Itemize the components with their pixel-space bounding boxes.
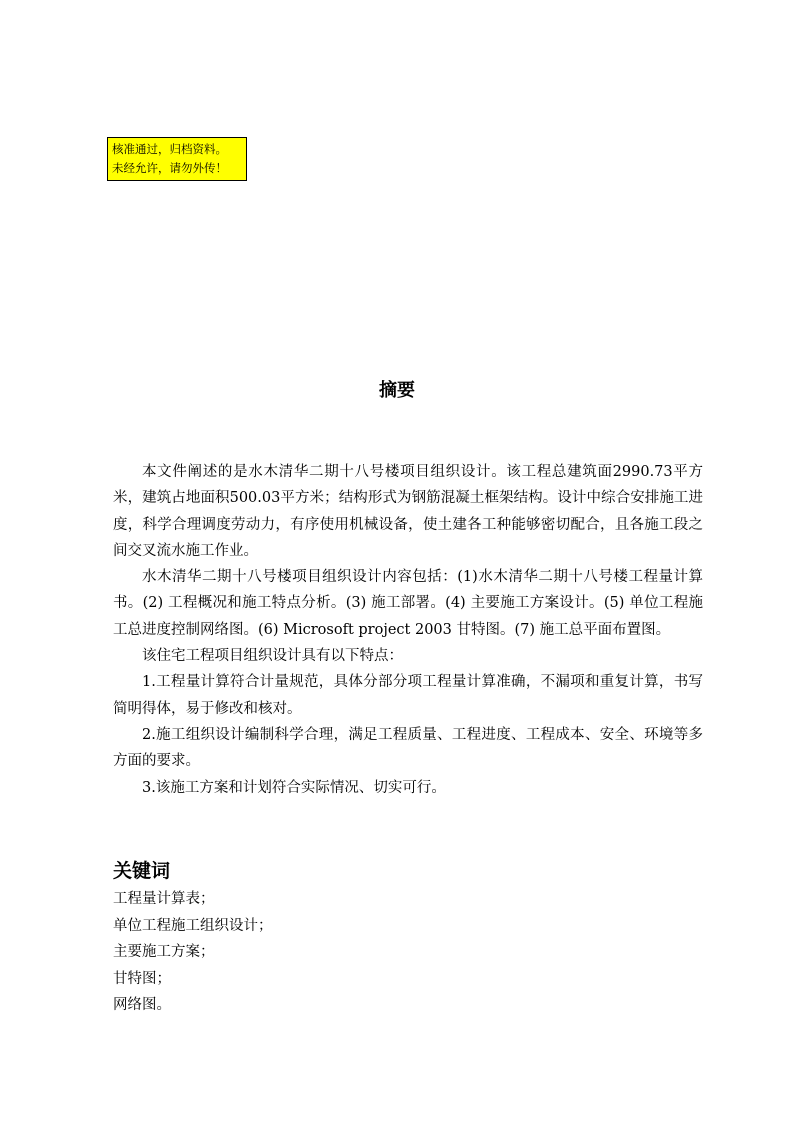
stamp-line-1: 核准通过，归档资料。 xyxy=(112,142,227,156)
archive-stamp xyxy=(107,137,247,181)
keyword-item: 工程量计算表； xyxy=(113,891,215,907)
keywords-list xyxy=(113,886,273,1019)
abstract-paragraph: 本文件阐述的是水木清华二期十八号楼项目组织设计。该工程总建筑面2990.73平方米，建筑占地面积500.03平方米；结构形式为钢筋混凝土框架结构。设计中综合安排施工进度，科学合理调度劳动力，有序使用机械设备，使土建各工种能够密切配合，且各施工段之间交叉流水施工作业。 xyxy=(113,464,703,559)
abstract-paragraph: 2.施工组织设计编制科学合理，满足工程质量、工程进度、工程成本、安全、环境等多方面的要求。 xyxy=(113,726,703,770)
abstract-paragraph: 1.工程量计算符合计量规范，具体分部分项工程量计算准确，不漏项和重复计算，书写简明得体，易于修改和核对。 xyxy=(113,674,703,717)
keyword-item: 甘特图； xyxy=(113,970,171,987)
abstract-paragraph: 3.该施工方案和计划符合实际情况、切实可行。 xyxy=(142,779,446,796)
abstract-paragraph: 该住宅工程项目组织设计具有以下特点： xyxy=(142,648,403,665)
keyword-item: 单位工程施工组织设计； xyxy=(113,917,273,934)
keywords-heading: 关键词 xyxy=(113,860,171,882)
keyword-item: 主要施工方案； xyxy=(113,944,215,960)
keyword-item: 网络图。 xyxy=(113,997,171,1013)
stamp-line-2: 未经允许，请勿外传！ xyxy=(112,161,227,175)
abstract-body xyxy=(113,459,703,801)
page-title: 摘要 xyxy=(379,380,415,401)
abstract-paragraph: 水木清华二期十八号楼项目组织设计内容包括：(1)水木清华二期十八号楼工程量计算书。(2) 工程概况和施工特点分析。(3) 施工部署。(4) 主要施工方案设计。(5) 单位工程施工总进度控制网络图。(6) Microsoft project 2003 甘特图。(7) 施工总平面布置图。 xyxy=(113,569,703,638)
